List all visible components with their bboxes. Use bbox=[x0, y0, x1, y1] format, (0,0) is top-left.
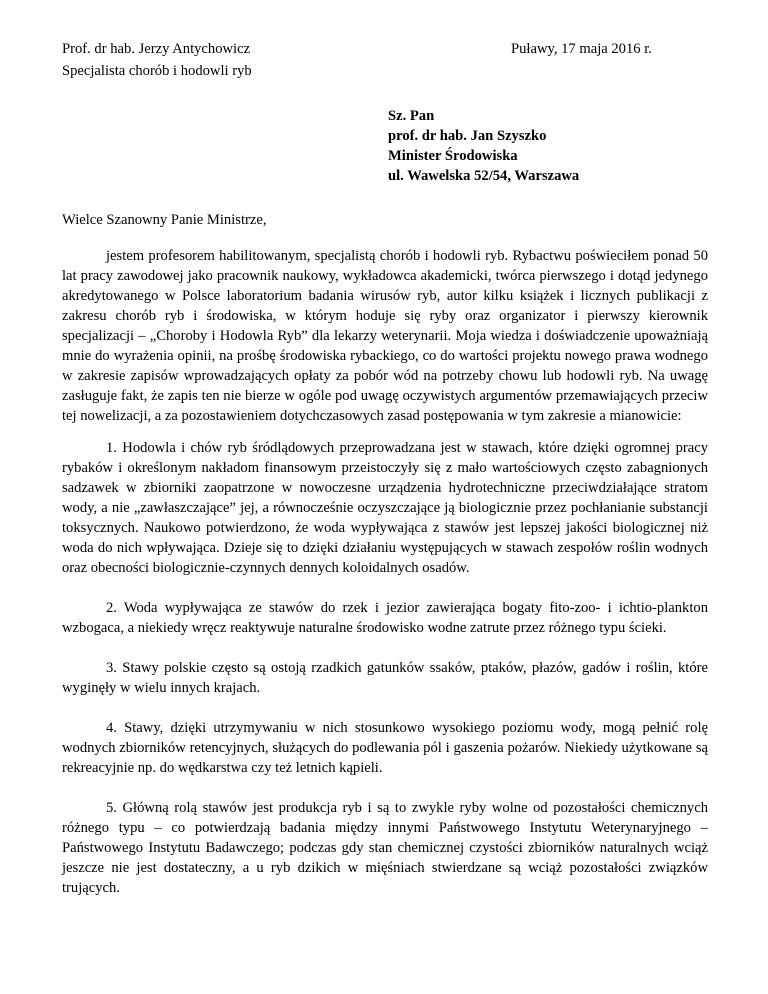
sender-title: Specjalista chorób i hodowli ryb bbox=[62, 63, 252, 79]
body-paragraph-point-3: 3. Stawy polskie często są ostoją rzadkich gatunków ssaków, ptaków, płazów, gadów i roślin, które wyginęły w wielu innych krajach. bbox=[62, 660, 708, 696]
body-paragraph-point-4: 4. Stawy, dzięki utrzymywaniu w nich stosunkowo wysokiego poziomu wody, mogą pełnić rolę wodnych zbiorników retencyjnych, służących do podlewania pól i gaszenia pożarów. Niekiedy użytkowane są rekreacyjnie np. do wędkarstwa czy też letnich kąpieli. bbox=[62, 720, 708, 776]
sender-name: Prof. dr hab. Jerzy Antychowicz bbox=[62, 41, 251, 57]
recipient-address bbox=[388, 106, 579, 186]
recipient-line-3: Minister Środowiska bbox=[388, 148, 518, 164]
recipient-line-1: Sz. Pan bbox=[388, 108, 435, 124]
body-paragraph-point-2: 2. Woda wypływająca ze stawów do rzek i jezior zawierająca bogaty fito-zoo- i ichtio-plankton wzbogaca, a niekiedy wręcz reaktywuje naturalne środowisko wodne zatrute przez różnego typu ścieki. bbox=[62, 600, 708, 636]
body-paragraph-point-1: 1. Hodowla i chów ryb śródlądowych przeprowadzana jest w stawach, które dzięki ogromnej pracy rybaków i określonym nakładom finansowym przeistoczyły się z mało wartościowych często zabagnionych sadzawek w zbiorniki zaopatrzone w nowoczesne urządzenia hydrotechniczne przeciwdziałające stratom wody, a nie „zawłaszczające” jej, a równocześnie oczyszczające ją biologicznie przez pochłanianie substancji toksycznych. Naukowo potwierdzono, że woda wypływająca z stawów jest lepszej jakości biologicznej niż woda do nich wpływająca. Dzieje się to dzięki działaniu występujących w stawach zespołów roślin wodnych oraz obecności biologicznie-czynnych dennych koloidalnych osadów. bbox=[62, 440, 708, 576]
letter-body bbox=[62, 246, 708, 918]
salutation: Wielce Szanowny Panie Ministrze, bbox=[62, 212, 267, 228]
recipient-line-4: ul. Wawelska 52/54, Warszawa bbox=[388, 168, 580, 184]
recipient-line-2: prof. dr hab. Jan Szyszko bbox=[388, 128, 547, 144]
body-paragraph-intro: jestem profesorem habilitowanym, specjalistą chorób i hodowli ryb. Rybactwu poświeciłem ponad 50 lat pracy zawodowej jako pracownik naukowy, wykładowca akademicki, twórca pierwszego i dotąd jedynego akredytowanego w Polsce laboratorium badania wirusów ryb, autor kilku książek i licznych publikacji z zakresu chorób ryb i środowiska, w którym hoduje się ryby oraz organizator i pierwszy kierownik specjalizacji – „Choroby i Hodowla Ryb” dla lekarzy weterynarii. Moja wiedza i doświadczenie upoważniają mnie do wyrażenia opinii, na prośbę środowiska rybackiego, co do wartości projektu nowego prawa wodnego w zakresie zapisów wprowadzających opłaty za pobór wód na potrzeby chowu lub hodowli ryb. Na uwagę zasługuje fakt, że zapis ten nie bierze w ogóle pod uwagę oczywistych argumentów przemawiających przeciw tej nowelizacji, a za pozostawieniem dotychczasowych zasad postępowania w tym zakresie a mianowicie: bbox=[62, 248, 708, 424]
letter-date: Puławy, 17 maja 2016 r. bbox=[511, 41, 652, 57]
sender-block bbox=[62, 38, 252, 82]
body-paragraph-point-5: 5. Główną rolą stawów jest produkcja ryb i są to zwykle ryby wolne od pozostałości chemicznych różnego typu – co potwierdzają badania między innymi Państwowego Instytutu Weterynaryjnego – Państwowego Instytutu Badawczego; podczas gdy stan chemicznej czystości zbiorników naturalnych wciąż jeszcze nie jest dostateczny, a u ryb dzikich w mięśniach stwierdzane są wciąż pozostałości związków trujących. bbox=[62, 800, 708, 896]
